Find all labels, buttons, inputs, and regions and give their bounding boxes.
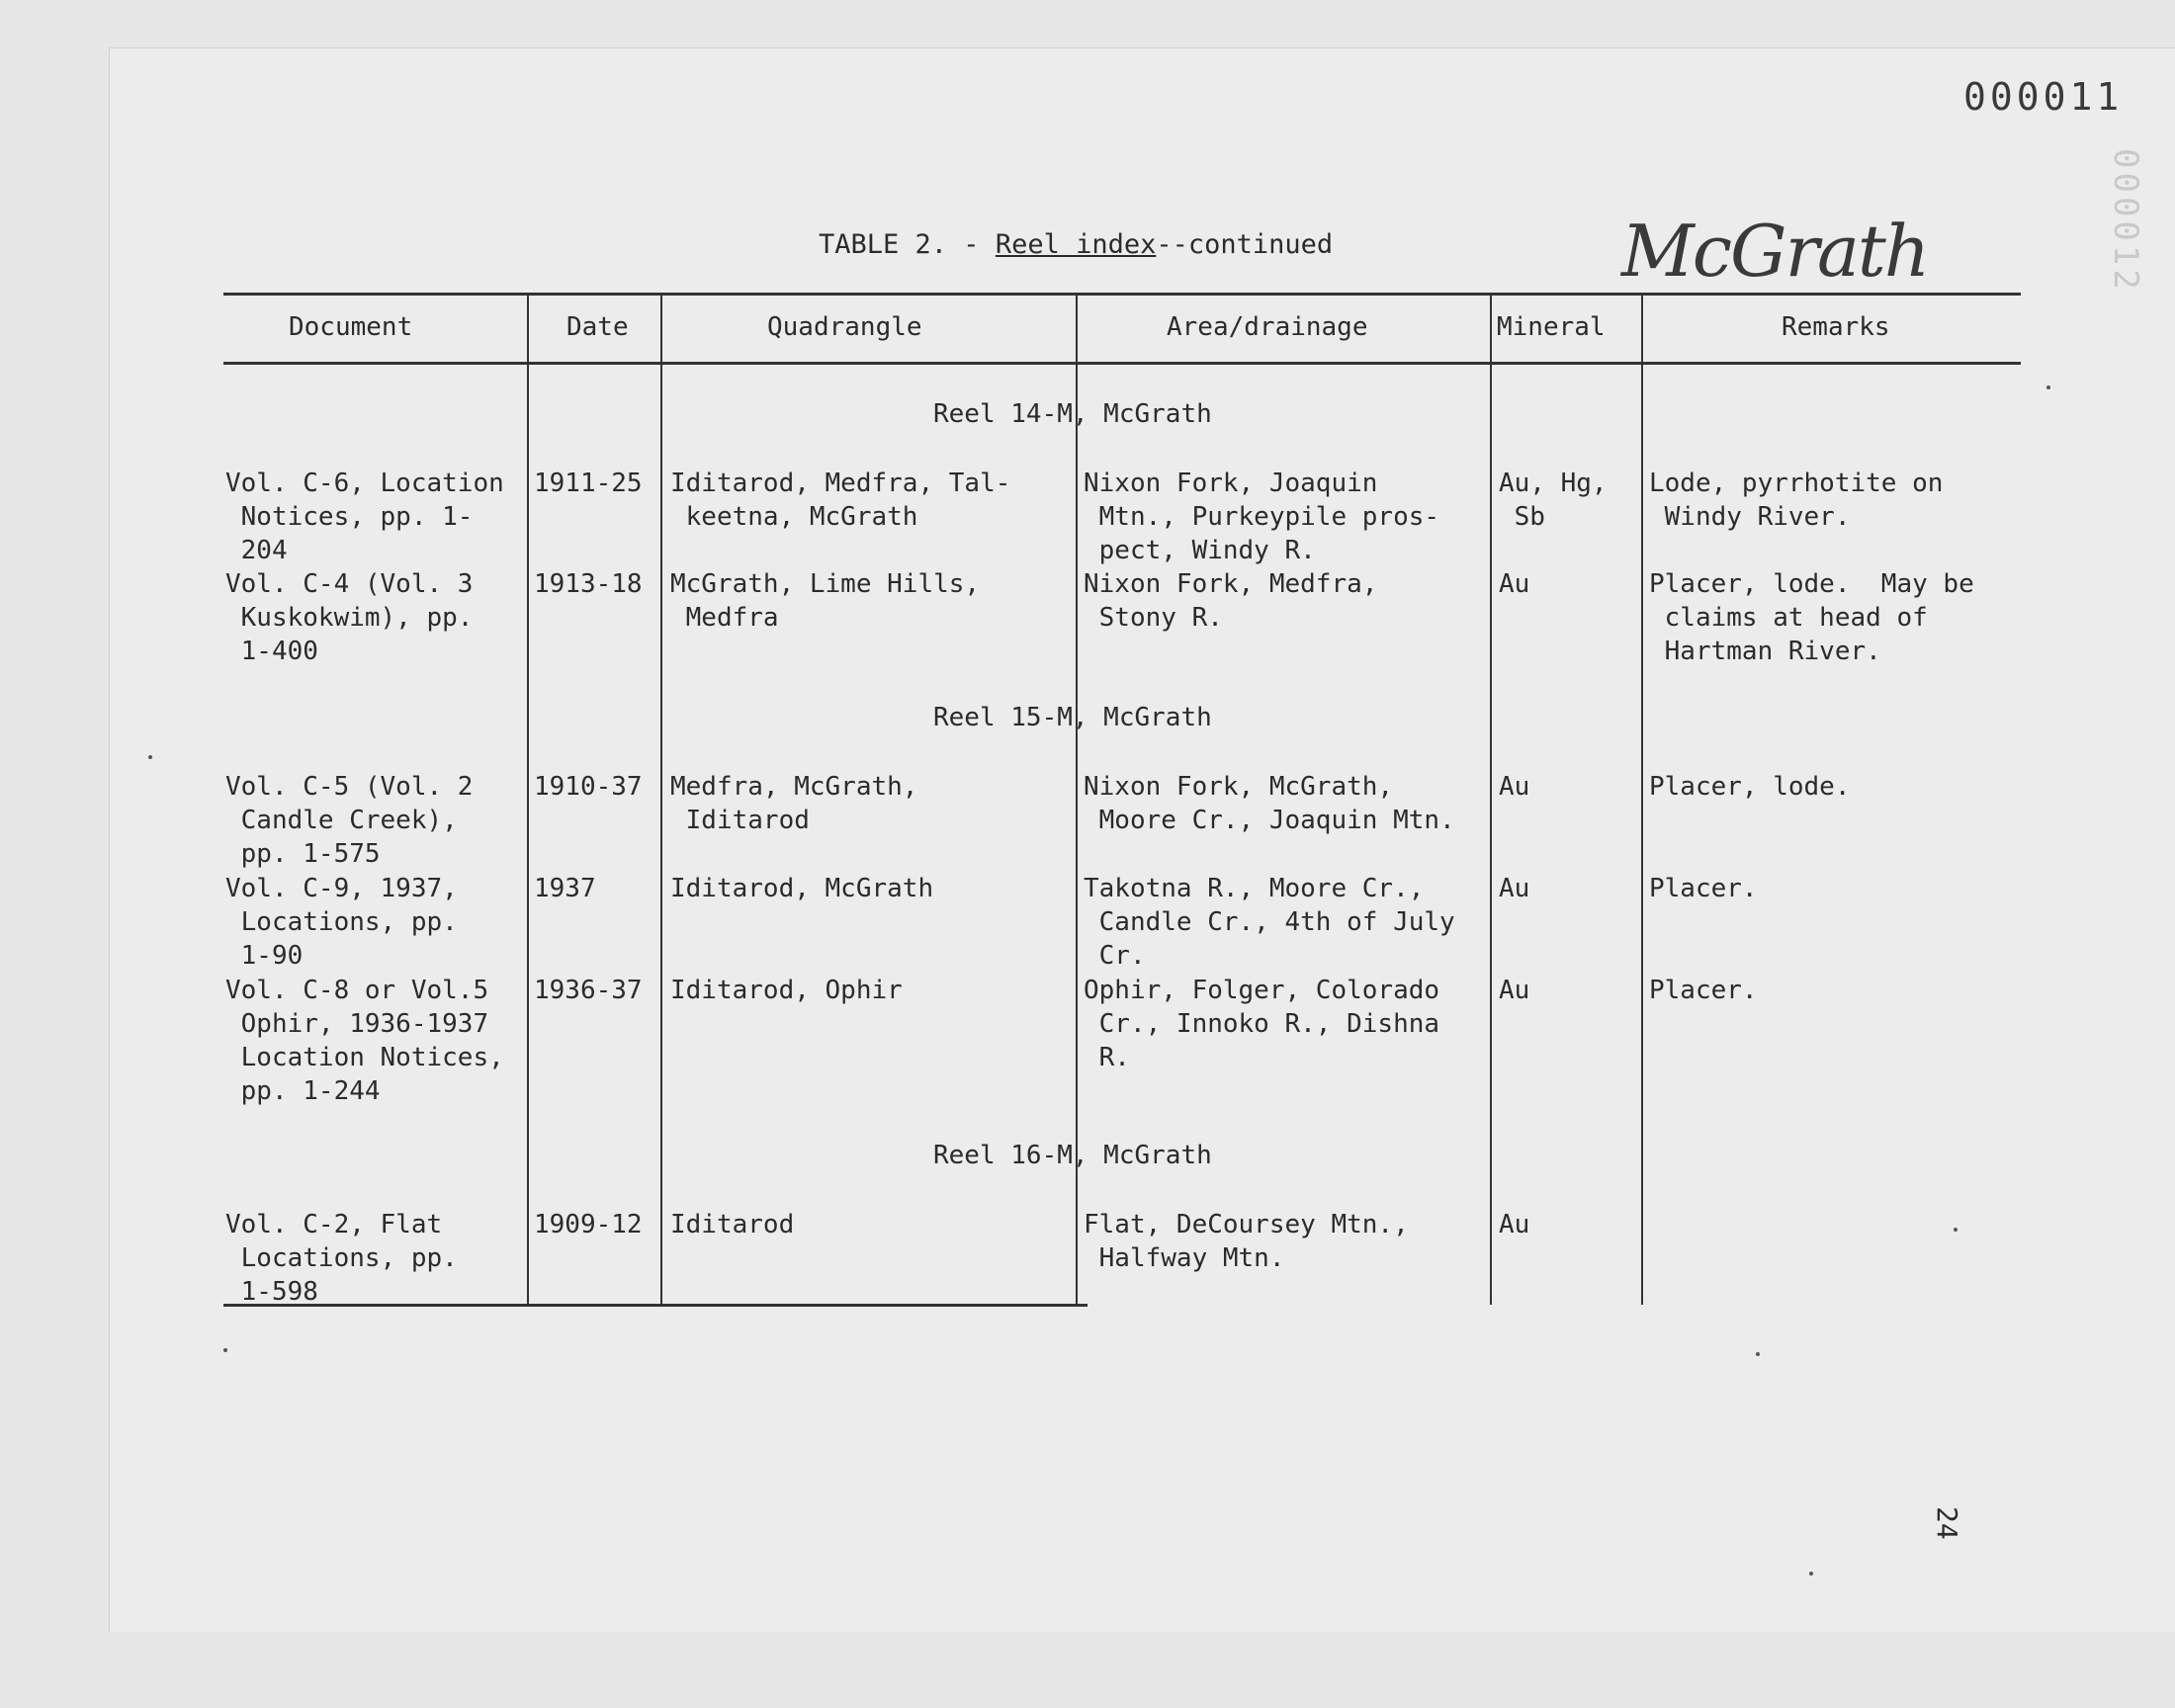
cell-date: 1936-37 [534, 976, 643, 1005]
reel-heading: Reel 16-M, McGrath [933, 1141, 1212, 1170]
cell-area: Ophir, Folger, Colorado Cr., Innoko R., Dishna R. [1084, 976, 1440, 1072]
cell-quadrangle: Medfra, McGrath, Iditarod [670, 772, 918, 835]
reel-heading: Reel 15-M, McGrath [933, 703, 1212, 732]
cell-mineral: Au, Hg, Sb [1499, 469, 1608, 532]
cell-quadrangle: Iditarod [670, 1210, 795, 1239]
table-title-prefix: TABLE 2. - [819, 229, 996, 260]
cell-mineral: Au [1499, 1210, 1530, 1239]
table-header-rule [223, 362, 2021, 365]
column-header-quadrangle: Quadrangle [767, 312, 922, 342]
cell-area: Nixon Fork, Joaquin Mtn., Purkeypile pros- pect, Windy R. [1084, 469, 1440, 565]
cell-quadrangle: Iditarod, Ophir [670, 976, 903, 1005]
column-header-document: Document [289, 312, 413, 342]
cell-area: Nixon Fork, Medfra, Stony R. [1084, 569, 1378, 633]
column-header-area-drainage: Area/drainage [1167, 312, 1368, 342]
scan-speck [223, 1348, 227, 1352]
cell-remarks: Placer, lode. May be claims at head of Hartman River. [1649, 569, 1974, 666]
table-title [819, 229, 1333, 260]
cell-quadrangle: McGrath, Lime Hills, Medfra [670, 569, 981, 633]
scan-speck [2046, 385, 2050, 389]
cell-quadrangle: Iditarod, Medfra, Tal- keetna, McGrath [670, 469, 1011, 532]
cell-document: Vol. C-5 (Vol. 2 Candle Creek), pp. 1-575 [225, 772, 474, 869]
cell-document: Vol. C-9, 1937, Locations, pp. 1-90 [225, 874, 458, 971]
cell-area: Flat, DeCoursey Mtn., Halfway Mtn. [1084, 1210, 1409, 1273]
document-number: 000011 [1963, 75, 2124, 119]
table-title-underlined: Reel index [995, 229, 1157, 260]
page-number: 24 [1931, 1506, 1963, 1540]
table-top-rule [223, 293, 2021, 296]
column-divider [1641, 293, 1643, 1305]
cell-date: 1911-25 [534, 469, 643, 498]
cell-mineral: Au [1499, 976, 1530, 1005]
column-header-remarks: Remarks [1782, 312, 1890, 342]
cell-remarks: Placer. [1649, 874, 1758, 903]
cell-mineral: Au [1499, 874, 1530, 903]
cell-remarks: Placer. [1649, 976, 1758, 1005]
scan-speck [1756, 1352, 1760, 1356]
cell-date: 1909-12 [534, 1210, 643, 1239]
column-divider [527, 293, 529, 1305]
cell-date: 1913-18 [534, 569, 643, 599]
cell-mineral: Au [1499, 772, 1530, 802]
bleed-through-number: 000012 [2106, 148, 2145, 294]
cell-document: Vol. C-8 or Vol.5 Ophir, 1936-1937 Location Notices, pp. 1-244 [225, 976, 504, 1106]
reel-heading: Reel 14-M, McGrath [933, 399, 1212, 429]
cell-mineral: Au [1499, 569, 1530, 599]
table-title-suffix: --continued [1156, 229, 1334, 260]
column-divider [660, 293, 662, 1305]
cell-remarks: Lode, pyrrhotite on Windy River. [1649, 469, 1944, 532]
cell-document: Vol. C-4 (Vol. 3 Kuskokwim), pp. 1-400 [225, 569, 474, 666]
cell-date: 1910-37 [534, 772, 643, 802]
handwritten-annotation: McGrath [1621, 210, 1929, 293]
cell-area: Takotna R., Moore Cr., Candle Cr., 4th of July Cr. [1084, 874, 1455, 971]
cell-document: Vol. C-2, Flat Locations, pp. 1-598 [225, 1210, 458, 1307]
column-header-date: Date [566, 312, 629, 342]
cell-area: Nixon Fork, McGrath, Moore Cr., Joaquin Mtn. [1084, 772, 1455, 835]
column-header-mineral: Mineral [1497, 312, 1606, 342]
column-divider [1490, 293, 1492, 1305]
cell-document: Vol. C-6, Location Notices, pp. 1- 204 [225, 469, 504, 565]
cell-remarks: Placer, lode. [1649, 772, 1851, 802]
scan-speck [1809, 1572, 1813, 1576]
cell-quadrangle: Iditarod, McGrath [670, 874, 934, 903]
scan-speck [1954, 1228, 1958, 1232]
cell-date: 1937 [534, 874, 596, 903]
scan-speck [148, 755, 152, 759]
